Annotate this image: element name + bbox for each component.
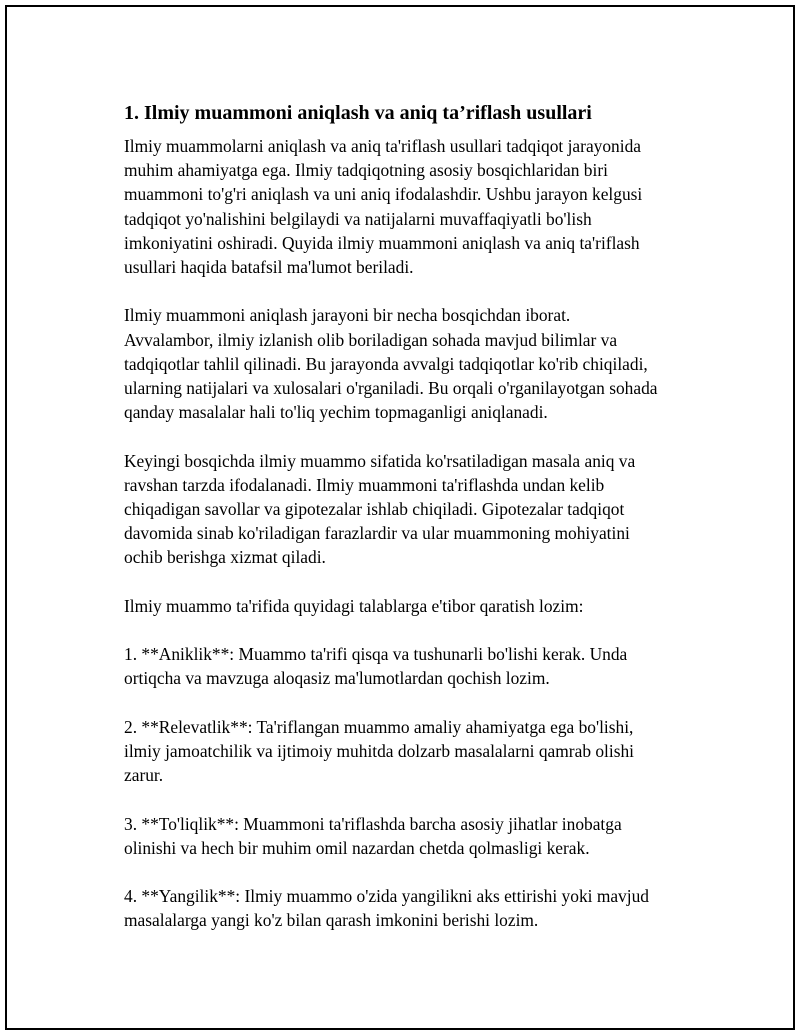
list-item-completeness: 3. **To'liqlik**: Muammoni ta'riflashda barcha asosiy jihatlar inobatga olinishi va hech bir muhim omil nazardan chetda qolmasligi kerak. xyxy=(124,813,622,858)
document-body xyxy=(124,99,714,957)
paragraph-intro: Ilmiy muammolarni aniqlash va aniq ta'riflash usullari tadqiqot jarayonida muhim ahamiyatga ega. Ilmiy tadqiqotning asosiy bosqichlaridan biri muammoni to'g'ri aniqlash va uni aniq ifodalashdir. Ushbu jarayon kelgusi tadqiqot yo'nalishini belgilaydi va natijalarni muvaffaqiyatli bo'lish imkoniyatini oshiradi. Quyida ilmiy muammoni aniqlash va aniq ta'riflash usullari haqida batafsil ma'lumot beriladi. xyxy=(124,136,643,278)
page-frame xyxy=(5,5,795,1030)
list-item-relevance: 2. **Relevatlik**: Ta'riflangan muammo amaliy ahamiyatga ega bo'lishi, ilmiy jamoatchilik va ijtimoiy muhitda dolzarb masalalarni qamrab olishi zarur. xyxy=(124,716,635,786)
list-item-accuracy: 1. **Aniklik**: Muammo ta'rifi qisqa va tushunarli bo'lishi kerak. Unda ortiqcha va mavzuga aloqasiz ma'lumotlardan qochish lozim. xyxy=(124,644,628,689)
paragraph-requirements-intro: Ilmiy muammo ta'rifida quyidagi talablarga e'tibor qaratish lozim: xyxy=(124,595,584,616)
section-heading: 1. Ilmiy muammoni aniqlash va aniq ta’riflash usullari xyxy=(124,102,592,124)
paragraph-identification: Ilmiy muammoni aniqlash jarayoni bir necha bosqichdan iborat. Avvalambor, ilmiy izlanish olib boriladigan sohada mavjud bilimlar va tadqiqotlar tahlil qilinadi. Bu jarayonda avvalgi tadqiqotlar ko'rib chiqiladi, ularning natijalari va xulosalari o'rganiladi. Bu orqali o'rganilayotgan sohada qanday masalalar hali to'liq yechim topmaganligi aniqlanadi. xyxy=(124,305,658,423)
paragraph-next-stage: Keyingi bosqichda ilmiy muammo sifatida ko'rsatiladigan masala aniq va ravshan tarzda ifodalanadi. Ilmiy muammoni ta'riflashda undan kelib chiqadigan savollar va gipotezalar ishlab chiqiladi. Gipotezalar tadqiqot davomida sinab ko'riladigan farazlardir va ular muammoning mohiyatini ochib berishga xizmat qiladi. xyxy=(124,450,636,568)
list-item-novelty: 4. **Yangilik**: Ilmiy muammo o'zida yangilikni aks ettirishi yoki mavjud masalalarga yangi ko'z bilan qarash imkonini berishi lozim. xyxy=(124,886,649,931)
